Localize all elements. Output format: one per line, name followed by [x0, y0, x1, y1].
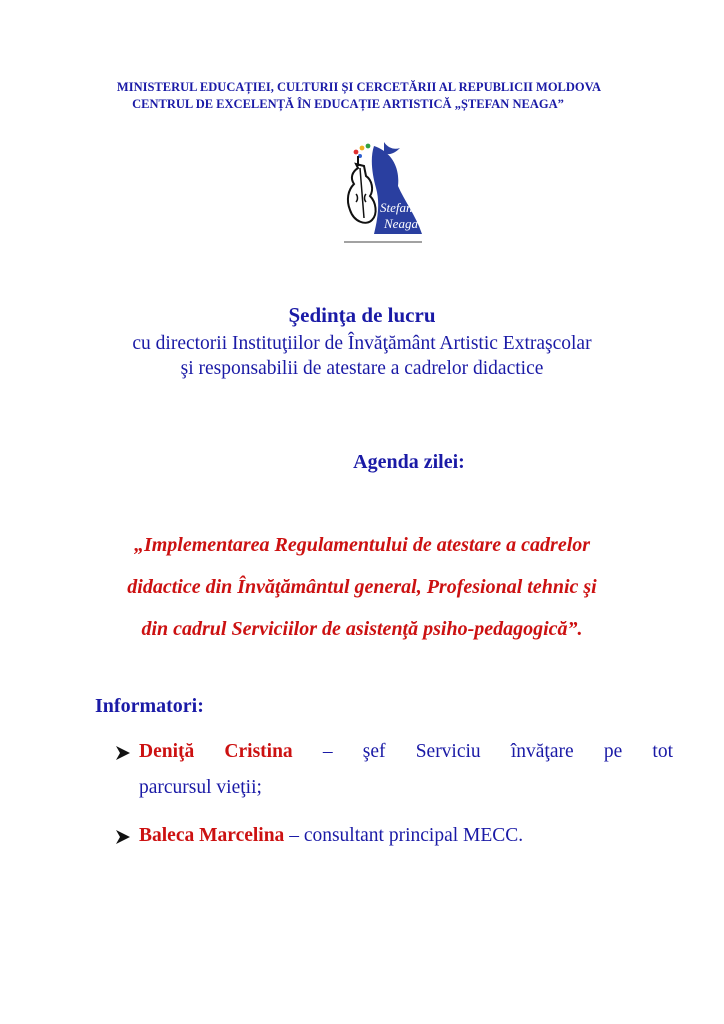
speaker-role: – şef Serviciu învăţare pe tot [292, 741, 673, 762]
speaker-name: Deniţă Cristina [139, 741, 293, 762]
ministry-name: MINISTERUL EDUCAȚIEI, CULTURII ȘI CERCETĂRII AL REPUBLICII MOLDOVA [116, 80, 602, 94]
speaker-role: – consultant principal MECC. [284, 825, 524, 846]
subtitle-line-2: şi responsabilii de atestare a cadrelor didactice [180, 358, 544, 379]
institution-logo [334, 138, 426, 246]
agenda-topic [60, 524, 664, 650]
page-subtitle [0, 331, 724, 381]
list-item [113, 734, 673, 806]
speaker-line [139, 734, 673, 770]
speaker-line [139, 825, 523, 846]
topic-line-2: didactice din Învăţământul general, Profesional tehnic şi [127, 576, 597, 598]
page-title: Şedinţa de lucru [288, 303, 436, 327]
speakers-list [113, 734, 673, 866]
speaker-name: Baleca Marcelina [139, 825, 285, 846]
arrow-bullet-icon [113, 827, 133, 847]
document-header [0, 79, 724, 113]
topic-line-3: din cadrul Serviciilor de asistenţă psiho-pedagogică”. [141, 618, 583, 640]
logo-text-bottom: Neaga [384, 216, 418, 231]
list-item [113, 818, 673, 854]
center-name: CENTRUL DE EXCELENȚĂ ÎN EDUCAȚIE ARTISTICĂ „ȘTEFAN NEAGA” [132, 97, 564, 111]
speaker-role-continued: parcursul vieţii; [139, 777, 262, 798]
subtitle-line-1: cu directorii Instituţiilor de Învăţământ Artistic Extraşcolar [132, 333, 592, 354]
agenda-heading: Agenda zilei: [353, 451, 465, 473]
arrow-bullet-icon [113, 743, 133, 763]
logo-text-top: Stefan [380, 200, 413, 215]
topic-line-1: „Implementarea Regulamentului de atestare a cadrelor [133, 534, 591, 556]
informatori-label: Informatori: [95, 695, 204, 717]
